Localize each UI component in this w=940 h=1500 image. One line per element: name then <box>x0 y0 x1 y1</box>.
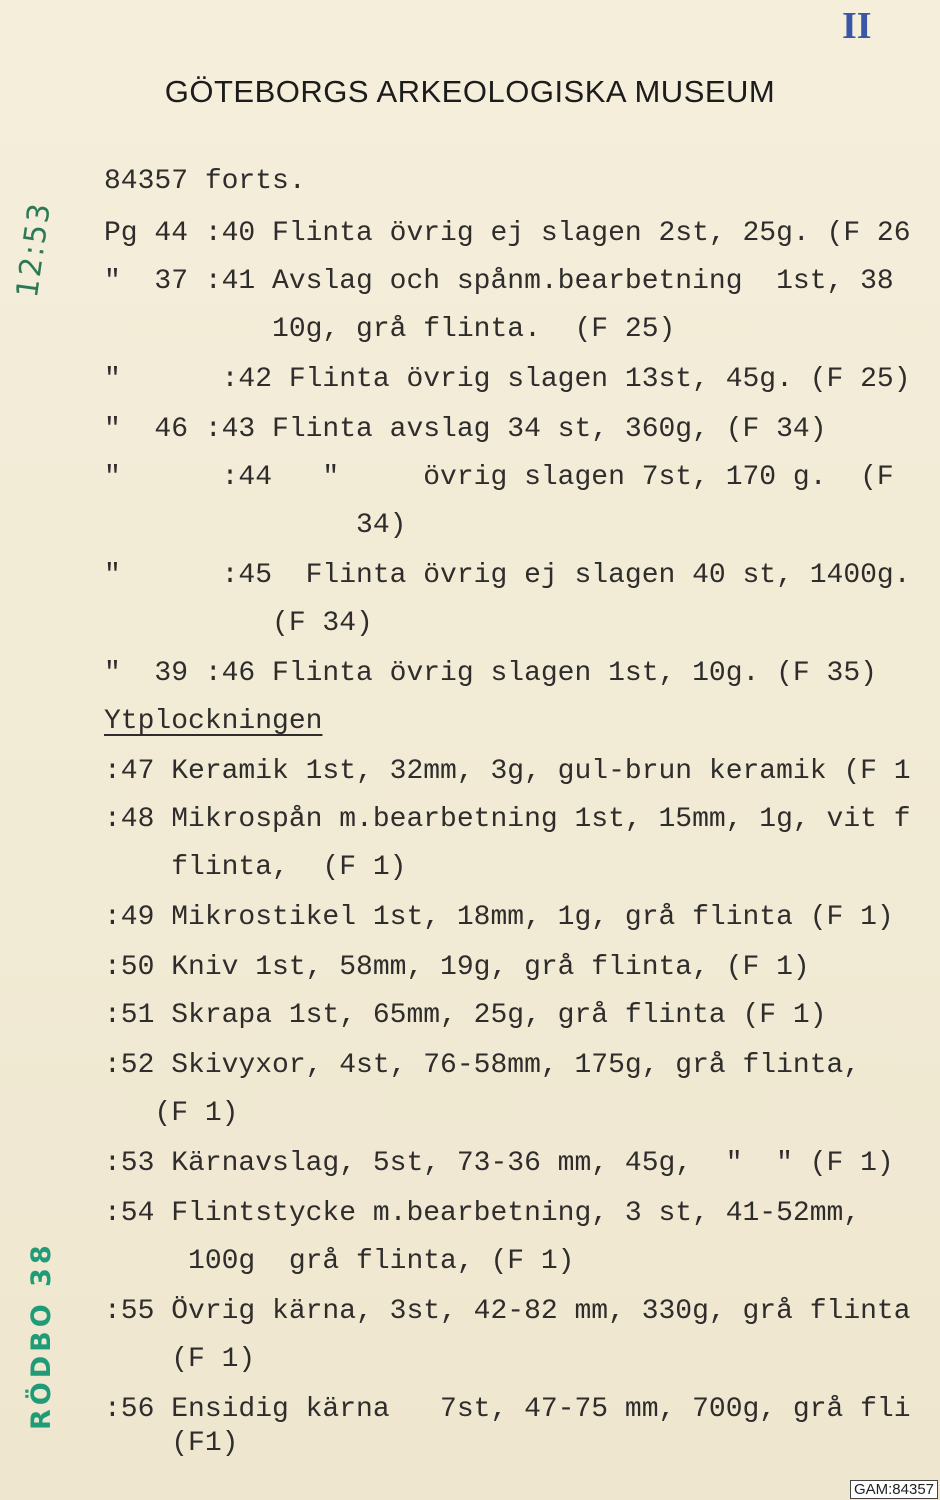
entry-line: 34) <box>104 510 407 541</box>
section-entry-line: flinta, (F 1) <box>104 852 407 883</box>
section-entry-line: 100g grå flinta, (F 1) <box>104 1246 575 1277</box>
entry-line: " 39 :46 Flinta övrig slagen 1st, 10g. (F 35) <box>104 658 877 689</box>
reference-label: GAM:84357 <box>850 1480 938 1499</box>
site-stamp: RÖDBO 38 <box>26 1241 57 1430</box>
entry-line: " 46 :43 Flinta avslag 34 st, 360g, (F 34) <box>104 414 827 445</box>
roman-numeral: II <box>842 5 872 47</box>
section-entry-line: :53 Kärnavslag, 5st, 73-36 mm, 45g, " " (F 1) <box>104 1148 894 1179</box>
section-entry-line: (F 1) <box>104 1344 256 1375</box>
section-entry-line: :49 Mikrostikel 1st, 18mm, 1g, grå flinta (F 1) <box>104 902 894 933</box>
entry-line: " 37 :41 Avslag och spånm.bearbetning 1st, 38 <box>104 266 894 297</box>
catalog-number: 84357 forts. <box>104 166 306 197</box>
section-entry-line: :50 Kniv 1st, 58mm, 19g, grå flinta, (F 1) <box>104 952 810 983</box>
section-entry-line: (F1) <box>104 1428 239 1459</box>
section-entry-line: :51 Skrapa 1st, 65mm, 25g, grå flinta (F 1) <box>104 1000 827 1031</box>
section-entry-line: :52 Skivyxor, 4st, 76-58mm, 175g, grå flinta, <box>104 1050 861 1081</box>
section-entry-line: (F 1) <box>104 1098 239 1129</box>
museum-heading: GÖTEBORGS ARKEOLOGISKA MUSEUM <box>164 74 776 109</box>
handwritten-note: 12:53 <box>10 199 59 300</box>
section-entry-line: :48 Mikrospån m.bearbetning 1st, 15mm, 1g, vit f <box>104 804 911 835</box>
entry-line: " :42 Flinta övrig slagen 13st, 45g. (F 25) <box>104 364 911 395</box>
section-heading: Ytplockningen <box>104 706 323 737</box>
section-entry-line: :55 Övrig kärna, 3st, 42-82 mm, 330g, grå flinta <box>104 1296 911 1327</box>
entry-line: 10g, grå flinta. (F 25) <box>104 314 676 345</box>
entry-line: " :45 Flinta övrig ej slagen 40 st, 1400g. <box>104 560 911 591</box>
section-entry-line: :54 Flintstycke m.bearbetning, 3 st, 41-52mm, <box>104 1198 861 1229</box>
entry-line: Pg 44 :40 Flinta övrig ej slagen 2st, 25g. (F 26 <box>104 218 911 249</box>
entry-line: (F 34) <box>104 608 373 639</box>
entry-line: " :44 " övrig slagen 7st, 170 g. (F <box>104 462 894 493</box>
section-entry-line: :47 Keramik 1st, 32mm, 3g, gul-brun keramik (F 1 <box>104 756 911 787</box>
section-entry-line: :56 Ensidig kärna 7st, 47-75 mm, 700g, grå fli <box>104 1394 911 1425</box>
